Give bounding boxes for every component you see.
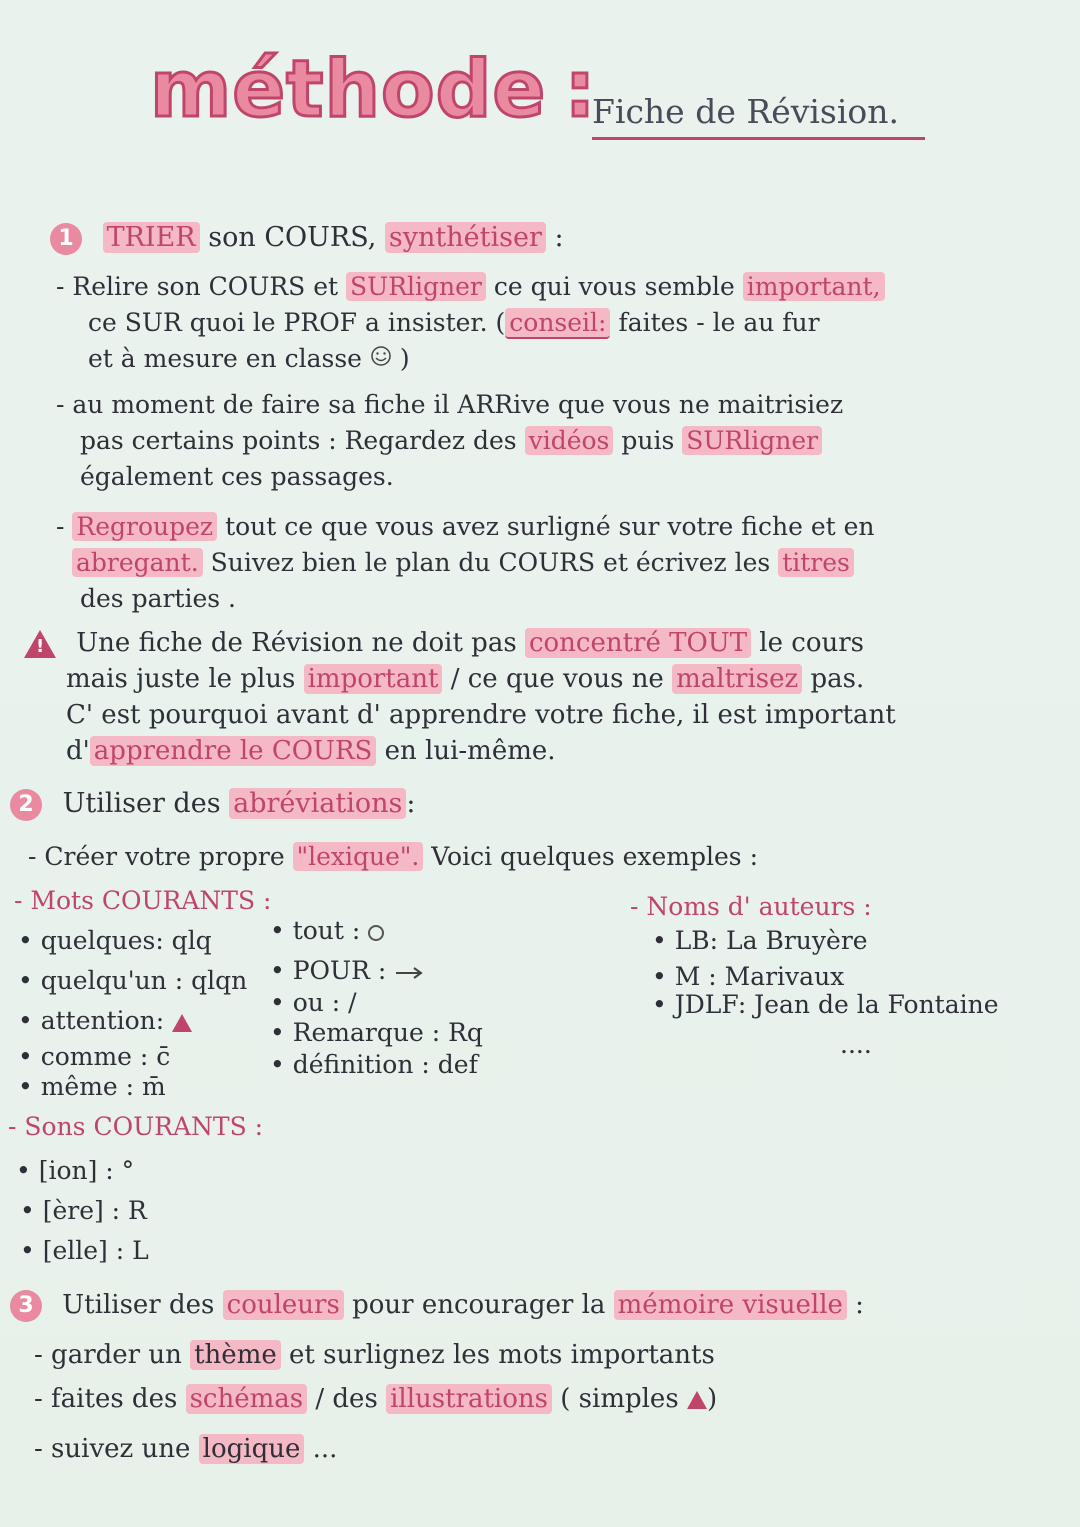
- mots-left-1: • quelqu'un : qlqn: [18, 966, 248, 995]
- warning-icon: [24, 630, 56, 658]
- lexique-line: [28, 842, 758, 871]
- text: - suivez une: [34, 1434, 191, 1464]
- hl-videos: vidéos: [525, 426, 614, 455]
- hl-surligner-2: SURligner: [682, 426, 822, 455]
- text: Voici quelques exemples :: [431, 842, 758, 871]
- hl-important-2: important: [304, 664, 443, 694]
- text: et à mesure en classe: [88, 344, 362, 373]
- hl-lexique: "lexique".: [293, 842, 424, 871]
- hl-schemas: schémas: [186, 1384, 308, 1414]
- s1-bullet3-line3: des parties .: [80, 584, 236, 613]
- sons-courants-title: - Sons COURANTS :: [8, 1112, 264, 1141]
- s1-bullet1-line2: [88, 308, 820, 337]
- warning-line1: [24, 628, 864, 658]
- hl-logique: logique: [199, 1434, 305, 1464]
- text: • attention:: [18, 1006, 165, 1035]
- text: pour encourager la: [352, 1290, 606, 1320]
- s1-bullet3-line2: [72, 548, 854, 577]
- text: en lui-même.: [384, 736, 556, 766]
- text: • POUR :: [270, 956, 387, 985]
- text: mais juste le plus: [66, 664, 296, 694]
- text: ): [706, 1384, 718, 1414]
- text: - garder un: [34, 1340, 182, 1370]
- text: pas certains points : Regardez des: [80, 426, 517, 455]
- hl-theme: thème: [190, 1340, 281, 1370]
- text: Une fiche de Révision ne doit pas: [76, 628, 517, 658]
- auteur-1: • M : Marivaux: [652, 962, 845, 991]
- section-number-2: 2: [10, 789, 42, 821]
- section-number-3: 3: [10, 1290, 42, 1322]
- text: • tout :: [270, 916, 361, 945]
- arrow-right-icon: [394, 966, 424, 980]
- text: ce qui vous semble: [493, 272, 735, 301]
- attention-icon: [687, 1391, 707, 1409]
- hl-conseil: conseil:: [505, 308, 610, 339]
- son-1: • [ère] : R: [20, 1196, 147, 1225]
- mots-right-2: • ou : /: [270, 988, 357, 1017]
- text: tout ce que vous avez surligné sur votre fiche et en: [225, 512, 875, 541]
- mots-courants-title: - Mots COURANTS :: [14, 886, 272, 915]
- heading-end: :: [554, 222, 564, 253]
- section-3-heading: [10, 1290, 864, 1322]
- text: Suivez bien le plan du COURS et écrivez les: [210, 548, 771, 577]
- hl-surligner: SURligner: [346, 272, 486, 301]
- hl-regroupez: Regroupez: [72, 512, 217, 541]
- s3-line2: [34, 1384, 717, 1414]
- text: et surlignez les mots importants: [289, 1340, 715, 1370]
- s3-line1: [34, 1340, 715, 1370]
- text: / ce que vous ne: [450, 664, 664, 694]
- text: - Créer votre propre: [28, 842, 285, 871]
- text: :: [406, 788, 416, 819]
- text: ( simples: [560, 1384, 679, 1414]
- title-colon: :: [564, 45, 597, 135]
- hl-apprendre-cours: apprendre le COURS: [90, 736, 377, 766]
- section-number-1: 1: [50, 223, 82, 255]
- attention-icon: [172, 1014, 192, 1032]
- page-title: [150, 45, 597, 135]
- auteur-0: • LB: La Bruyère: [652, 926, 868, 955]
- mots-left-4: • même : m̄: [18, 1072, 166, 1101]
- text: :: [855, 1290, 864, 1320]
- hl-maltrisez: maltrisez: [672, 664, 802, 694]
- text: -: [56, 512, 65, 541]
- text: - Relire son COURS et: [56, 272, 339, 301]
- auteur-2: • JDLF: Jean de la Fontaine: [652, 990, 999, 1019]
- s1-bullet2-line1: - au moment de faire sa fiche il ARRive que vous ne maitrisiez: [56, 390, 844, 419]
- warning-line2: [66, 664, 864, 694]
- text: Utiliser des: [62, 1290, 215, 1320]
- warning-line3: C' est pourquoi avant d' apprendre votre fiche, il est important: [66, 700, 896, 730]
- hl-abregant: abregant.: [72, 548, 203, 577]
- text: ...: [312, 1434, 338, 1464]
- auteurs-more: ....: [840, 1030, 872, 1059]
- mots-left-2: [18, 1006, 192, 1035]
- hl-trier: TRIER: [103, 222, 200, 253]
- s1-bullet2-line3: également ces passages.: [80, 462, 394, 491]
- hl-illustrations: illustrations: [386, 1384, 552, 1414]
- son-0: • [ion] : °: [16, 1156, 135, 1185]
- text: Utiliser des: [62, 788, 221, 819]
- hl-important: important,: [743, 272, 885, 301]
- son-2: • [elle] : L: [20, 1236, 149, 1265]
- hl-synthetiser: synthétiser: [385, 222, 546, 253]
- section-2-heading: [10, 788, 416, 821]
- s1-bullet2-line2: [80, 426, 822, 455]
- mots-right-1: [270, 956, 424, 985]
- warning-line4: [66, 736, 556, 766]
- page-subtitle: Fiche de Révision.: [592, 92, 925, 140]
- hl-titres: titres: [778, 548, 854, 577]
- text: faites - le au fur: [618, 308, 820, 337]
- text: ): [399, 344, 410, 373]
- s1-bullet3-line1: [56, 512, 875, 541]
- mots-right-4: • définition : def: [270, 1050, 478, 1079]
- text: pas.: [810, 664, 865, 694]
- s1-bullet1-line1: [56, 272, 885, 301]
- section-1-heading: [50, 222, 564, 255]
- text: d': [66, 736, 90, 766]
- mots-right-0: [270, 916, 384, 945]
- s3-line3: [34, 1434, 337, 1464]
- auteurs-title: - Noms d' auteurs :: [630, 892, 872, 921]
- hl-concentre-tout: concentré TOUT: [525, 628, 751, 658]
- mots-left-0: • quelques: qlq: [18, 926, 212, 955]
- hl-memoire-visuelle: mémoire visuelle: [614, 1290, 847, 1320]
- hl-abreviations: abréviations: [229, 788, 406, 819]
- mots-right-3: • Remarque : Rq: [270, 1018, 483, 1047]
- smile-icon: [370, 344, 400, 373]
- mots-left-3: • comme : c̄: [18, 1042, 171, 1071]
- heading-mid: son COURS,: [208, 222, 377, 253]
- text: - faites des: [34, 1384, 178, 1414]
- text: / des: [315, 1384, 378, 1414]
- text: le cours: [759, 628, 864, 658]
- s1-bullet1-line3: [88, 344, 410, 373]
- circle-icon: [368, 925, 384, 941]
- hl-couleurs: couleurs: [223, 1290, 344, 1320]
- title-text: méthode: [150, 45, 547, 135]
- text: puis: [621, 426, 675, 455]
- text: ce SUR quoi le PROF a insister. (: [88, 308, 506, 337]
